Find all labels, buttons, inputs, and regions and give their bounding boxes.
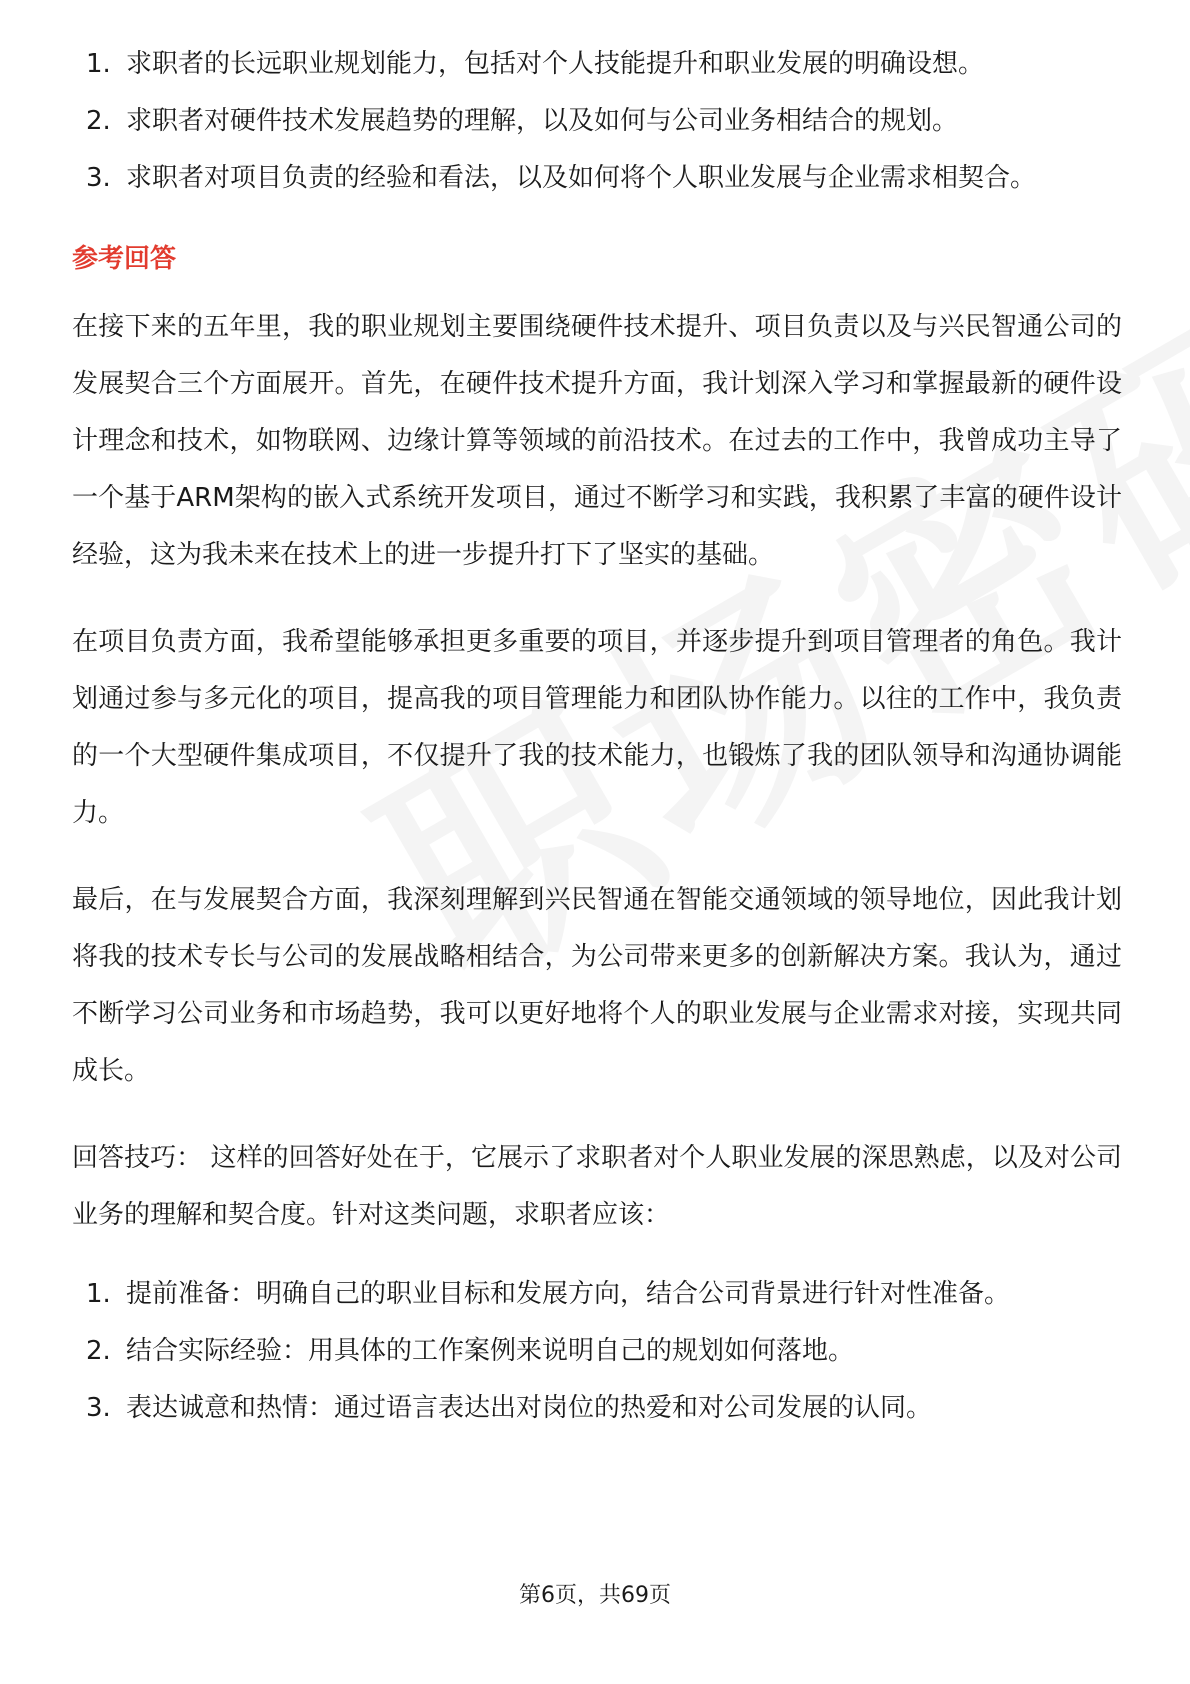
list-item-text: 表达诚意和热情：通过语言表达出对岗位的热爱和对公司发展的认同。: [126, 1393, 933, 1423]
section-title: 参考回答: [72, 244, 177, 274]
list-item: [72, 1266, 1122, 1323]
list-item-number: 1.: [86, 1279, 111, 1309]
list-item-number: 1.: [86, 49, 111, 79]
list-item-text: 提前准备：明确自己的职业目标和发展方向，结合公司背景进行针对性准备。: [126, 1279, 1011, 1309]
list-item-text: 结合实际经验：用具体的工作案例来说明自己的规划如何落地。: [126, 1336, 855, 1366]
list-item-number: 2.: [86, 1336, 111, 1366]
answer-paragraph: 在接下来的五年里，我的职业规划主要围绕硬件技术提升、项目负责以及与兴民智通公司的发展契合三个方面展开。首先，在硬件技术提升方面，我计划深入学习和掌握最新的硬件设计理念和技术，如物联网、边缘计算等领域的前沿技术。在过去的工作中，我曾成功主导了一个基于ARM架构的嵌入式系统开发项目，通过不断学习和实践，我积累了丰富的硬件设计经验，这为我未来在技术上的进一步提升打下了坚实的基础。: [72, 312, 1122, 570]
list-item-text: 求职者对硬件技术发展趋势的理解，以及如何与公司业务相结合的规划。: [126, 106, 959, 136]
list-item-text: 求职者对项目负责的经验和看法，以及如何将个人职业发展与企业需求相契合。: [126, 163, 1037, 193]
list-item-text: 求职者的长远职业规划能力，包括对个人技能提升和职业发展的明确设想。: [126, 49, 985, 79]
page-content: [72, 36, 1122, 1437]
list-item: [72, 93, 1122, 150]
answer-paragraph: 在项目负责方面，我希望能够承担更多重要的项目，并逐步提升到项目管理者的角色。我计划通过参与多元化的项目，提高我的项目管理能力和团队协作能力。以往的工作中，我负责的一个大型硬件集成项目，不仅提升了我的技术能力，也锻炼了我的团队领导和沟通协调能力。: [72, 627, 1122, 828]
list-item: [72, 1380, 1122, 1437]
criteria-list: [72, 36, 1122, 207]
list-item-number: 2.: [86, 106, 111, 136]
tips-list: [72, 1266, 1122, 1437]
list-item: [72, 150, 1122, 207]
list-item: [72, 36, 1122, 93]
answer-paragraph: 最后，在与发展契合方面，我深刻理解到兴民智通在智能交通领域的领导地位，因此我计划将我的技术专长与公司的发展战略相结合，为公司带来更多的创新解决方案。我认为，通过不断学习公司业务和市场趋势，我可以更好地将个人的职业发展与企业需求对接，实现共同成长。: [72, 885, 1122, 1086]
list-item-number: 3.: [86, 163, 111, 193]
list-item-number: 3.: [86, 1393, 111, 1423]
page-footer: 第6页，共69页: [519, 1583, 671, 1608]
tips-paragraph: 回答技巧： 这样的回答好处在于，它展示了求职者对个人职业发展的深思熟虑，以及对公司业务的理解和契合度。针对这类问题，求职者应该：: [72, 1143, 1122, 1230]
list-item: [72, 1323, 1122, 1380]
